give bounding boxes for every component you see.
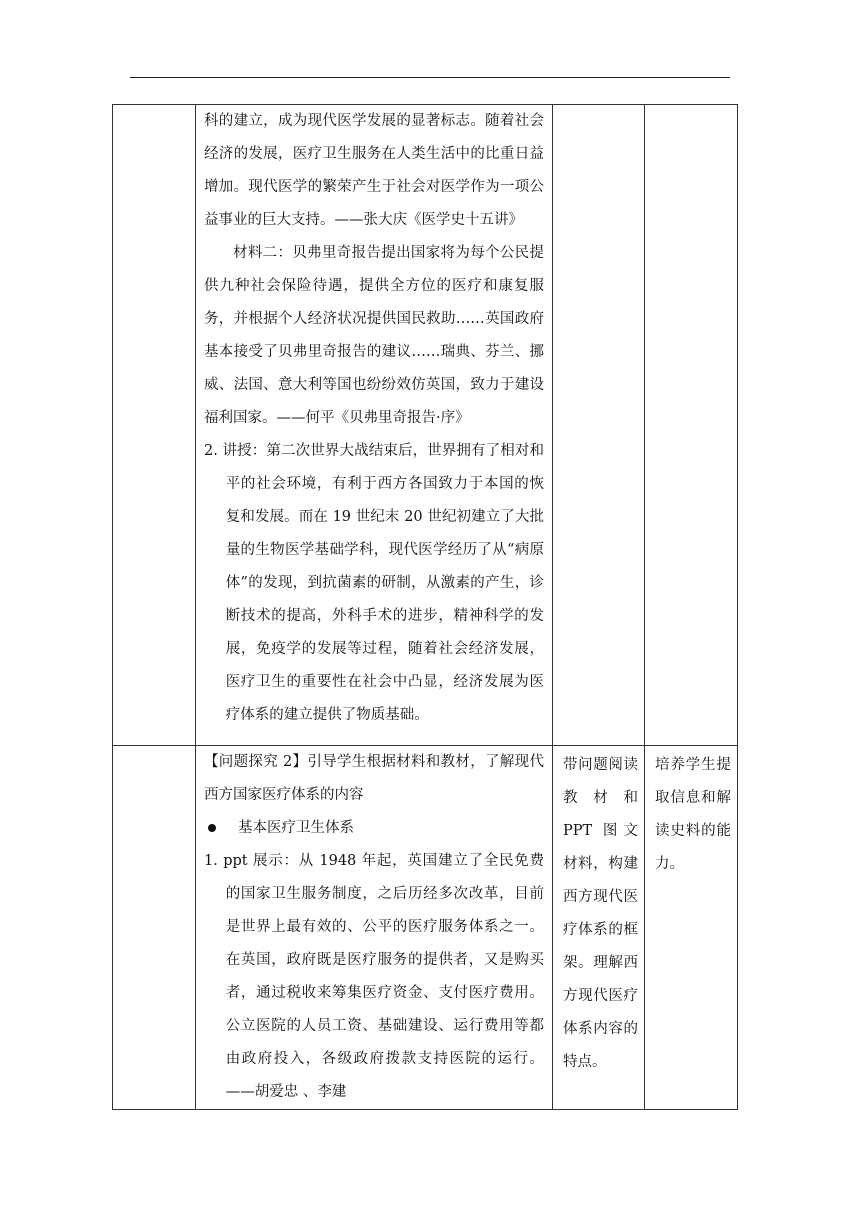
bullet-label: 基本医疗卫生体系 (238, 820, 354, 836)
ppt-paragraph: 1. ppt 展示：从 1948 年起，英国建立了全民免费的国家卫生服务制度，之后历经多次改革，目前是世界上最有效的、公平的医疗服务体系之一。在英国，政府既是医疗服务的提供者，又是购买者，通过税收来筹集医疗资金、支付医疗费用。公立医院的人员工资、基础建设、运行费用等都由政府投入，各级政府拨款支持医院的运行。——胡爱忠 、李建 (204, 853, 544, 1100)
table-row (113, 746, 738, 1110)
teacher-activity-cell (196, 746, 553, 1110)
material-two: 材料二：贝弗里奇报告提出国家将为每个公民提供九种社会保险待遇，提供全方位的医疗和康复服务，并根据个人经济状况提供国民救助……英国政府基本接受了贝弗里奇报告的建议……瑞典、芬兰、挪威、法国、意大利等国也纷纷效仿英国，致力于建设福利国家。——何平《贝弗里奇报告·序》 (204, 245, 544, 426)
design-intent-text: 培养学生提取信息和解读史料的能力。 (655, 757, 731, 872)
student-activity-text: 带问题阅读教材和 PPT 图文材料，构建西方现代医疗体系的框架。理解西方现代医疗体系内容的特点。 (563, 757, 638, 1070)
material-one-continued: 科的建立，成为现代医学发展的显著标志。随着社会经济的发展，医疗卫生服务在人类生活中的比重日益增加。现代医学的繁荣产生于社会对医学作为一项公益事业的巨大支持。——张大庆《医学史十五讲》 (204, 113, 544, 228)
teacher-activity-cell (196, 105, 553, 746)
inquiry-intro: 【问题探究 2】引导学生根据材料和教材，了解现代西方国家医疗体系的内容 (204, 754, 544, 803)
stage-cell (113, 746, 196, 1110)
lecture-paragraph: 2. 讲授：第二次世界大战结束后，世界拥有了相对和平的社会环境，有利于西方各国致力于本国的恢复和发展。而在 19 世纪末 20 世纪初建立了大批量的生物医学基础学科，现代医学经历了从“病原体”的发现，到抗菌素的研制，从激素的产生，诊断技术的提高，外科手术的进步，精神科学的发展，免疫学的发展等过程，随着社会经济发展，医疗卫生的重要性在社会中凸显，经济发展为医疗体系的建立提供了物质基础。 (204, 443, 544, 723)
lesson-plan-table (112, 104, 738, 1110)
header-rule (130, 77, 730, 78)
design-intent-cell (645, 105, 738, 746)
student-activity-cell (553, 746, 645, 1110)
design-intent-cell (645, 746, 738, 1110)
student-activity-cell (553, 105, 645, 746)
stage-cell (113, 105, 196, 746)
table-row (113, 105, 738, 746)
bullet-item (204, 812, 544, 845)
bullet-dot-icon (208, 824, 216, 832)
